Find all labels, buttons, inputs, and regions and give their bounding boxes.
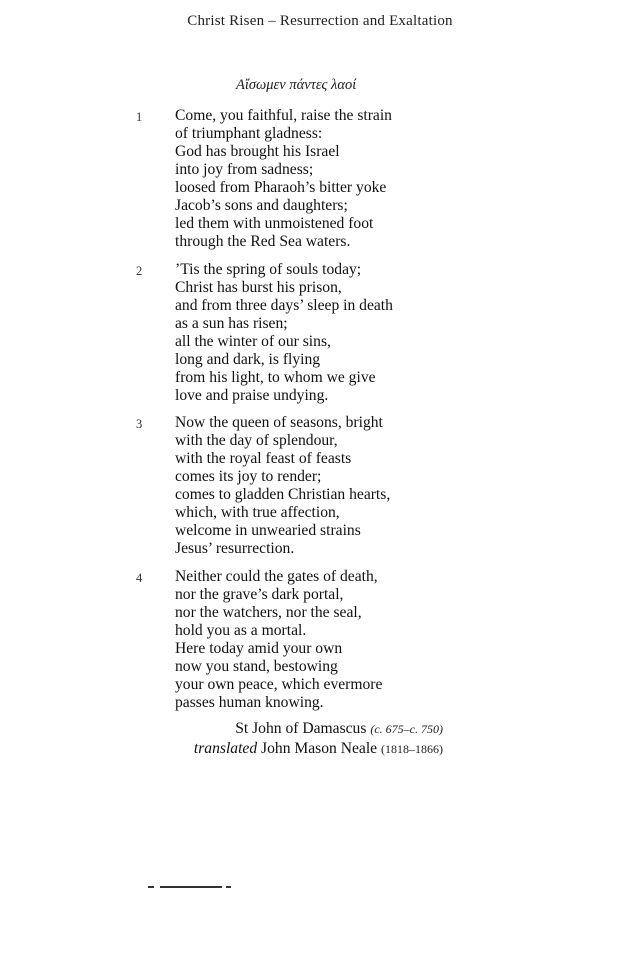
verse-line: from his light, to whom we give: [175, 369, 376, 386]
stanza-number: 2: [136, 264, 143, 278]
translated-label: translated: [193, 740, 258, 757]
translator-dates: (1818–1866): [381, 742, 443, 756]
verse-line: passes human knowing.: [175, 694, 324, 711]
stanza-lines: [175, 261, 393, 405]
verse-line: Neither could the gates of death,: [175, 568, 378, 585]
translator-line: [0, 739, 443, 759]
author-dates: (c. 675–c. 750): [370, 722, 443, 736]
stanza-lines: [175, 107, 392, 251]
verse-line: God has brought his Israel: [175, 143, 340, 160]
stanza-lines: [175, 414, 390, 558]
footer-rule: [148, 886, 232, 888]
verse-line: through the Red Sea waters.: [175, 233, 351, 250]
stanza-lines: [175, 568, 382, 712]
attribution: [0, 719, 443, 759]
verse-line: with the royal feast of feasts: [175, 450, 352, 467]
verse-line: now you stand, bestowing: [175, 658, 338, 675]
verse-line: welcome in unwearied strains: [175, 522, 361, 539]
verse-line: Christ has burst his prison,: [175, 279, 342, 296]
verse-line: into joy from sadness;: [175, 161, 314, 178]
stanza-number: 3: [136, 417, 143, 431]
verse-line: Jacob’s sons and daughters;: [175, 197, 348, 214]
verse-line: led them with unmoistened foot: [175, 215, 374, 232]
verse-line: nor the watchers, nor the seal,: [175, 604, 362, 621]
running-head: Christ Risen – Resurrection and Exaltation: [187, 13, 453, 29]
verse-line: love and praise undying.: [175, 387, 329, 404]
verse-line: nor the grave’s dark portal,: [175, 586, 344, 603]
translator-name: John Mason Neale: [261, 740, 378, 757]
verse-line: hold you as a mortal.: [175, 622, 307, 639]
verse-line: and from three days’ sleep in death: [175, 297, 393, 314]
verse-line: with the day of splendour,: [175, 432, 338, 449]
verse-line: Here today amid your own: [175, 640, 343, 657]
author-name: St John of Damascus: [235, 720, 367, 737]
verse-line: which, with true affection,: [175, 504, 340, 521]
author-line: [0, 719, 443, 739]
verse-line: as a sun has risen;: [175, 315, 288, 332]
verse-line: comes its joy to render;: [175, 468, 322, 485]
stanza-number: 1: [136, 110, 143, 124]
verse-line: long and dark, is flying: [175, 351, 321, 368]
verse-line: ’Tis the spring of souls today;: [175, 261, 362, 278]
verse-line: of triumphant gladness:: [175, 125, 323, 142]
verse-line: comes to gladden Christian hearts,: [175, 486, 391, 503]
greek-incipit: Αἴσωμεν πάντες λαοί: [236, 77, 357, 93]
verse-line: Now the queen of seasons, bright: [175, 414, 383, 431]
verse-line: loosed from Pharaoh’s bitter yoke: [175, 179, 387, 196]
verse-line: your own peace, which evermore: [175, 676, 383, 693]
verse-line: Jesus’ resurrection.: [175, 540, 295, 557]
stanza-number: 4: [136, 571, 143, 585]
verse-line: Come, you faithful, raise the strain: [175, 107, 392, 124]
verse-line: all the winter of our sins,: [175, 333, 331, 350]
